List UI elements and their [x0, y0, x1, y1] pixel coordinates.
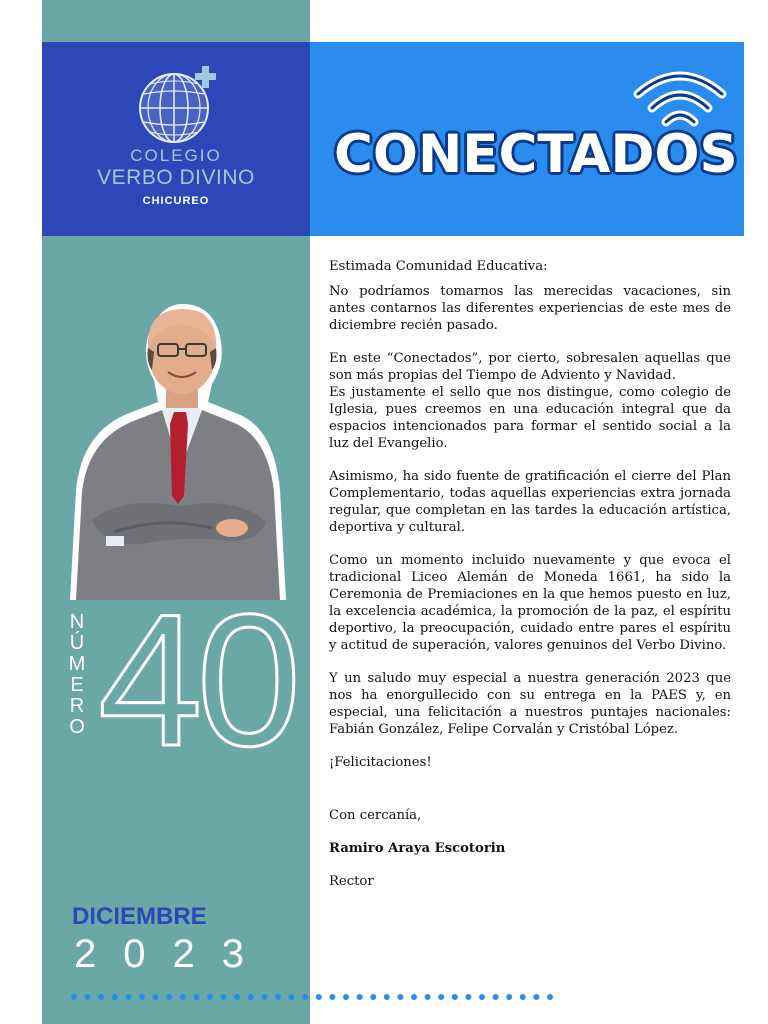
divider-dot: [125, 994, 131, 1000]
divider-dot: [234, 994, 240, 1000]
divider-dot: [71, 994, 77, 1000]
issue-month: DICIEMBRE: [72, 903, 207, 930]
letter-paragraph: Asimismo, ha sido fuente de gratificación el cierre del Plan Complementario, todas aquellas experiencias extra jornada regular, que completan en las tardes la educación artística, deportiva y cultural.: [329, 469, 731, 535]
letter-paragraph: No podríamos tomarnos las merecidas vacaciones, sin antes contarnos las diferentes experiencias de este mes de diciembre recién pasado.: [329, 284, 731, 333]
divider-dot: [493, 994, 499, 1000]
divider-dot: [139, 994, 145, 1000]
divider-dot: [329, 994, 335, 1000]
divider-dot: [357, 994, 363, 1000]
logo-text-colegio: COLEGIO: [130, 146, 222, 165]
logo-text-chicureo: CHICUREO: [142, 195, 210, 207]
divider-dot: [384, 994, 390, 1000]
signature-name: Ramiro Araya Escotorin: [329, 841, 506, 856]
letter-body: [329, 258, 731, 906]
issue-label-letter: Ú: [69, 632, 85, 654]
divider-dot: [547, 994, 553, 1000]
issue-label-vertical: [66, 612, 88, 738]
divider-dot: [193, 994, 199, 1000]
newsletter-header: [310, 42, 744, 236]
divider-dot: [289, 994, 295, 1000]
divider-dot: [425, 994, 431, 1000]
divider-dot: [180, 994, 186, 1000]
divider-dot: [397, 994, 403, 1000]
letter-paragraph: En este “Conectados”, por cierto, sobresalen aquellas que son más propias del Tiempo de Adviento y Navidad.: [329, 351, 731, 383]
divider-dot: [520, 994, 526, 1000]
divider-dot: [465, 994, 471, 1000]
divider-dot: [261, 994, 267, 1000]
divider-dot: [506, 994, 512, 1000]
issue-label-letter: N: [69, 611, 85, 633]
rector-portrait: [62, 300, 292, 600]
dotted-divider: [70, 993, 560, 1001]
divider-dot: [370, 994, 376, 1000]
divider-dot: [411, 994, 417, 1000]
issue-label-letter: R: [69, 695, 85, 717]
newsletter-title: CONECTADOS: [334, 124, 738, 185]
divider-dot: [166, 994, 172, 1000]
issue-label-letter: O: [69, 716, 85, 738]
divider-dot: [275, 994, 281, 1000]
divider-dot: [316, 994, 322, 1000]
issue-year: 2023: [74, 932, 271, 976]
wifi-icon: [630, 64, 730, 136]
letter-greeting: Estimada Comunidad Educativa:: [329, 259, 548, 274]
divider-dot: [112, 994, 118, 1000]
issue-label-letter: E: [70, 674, 84, 696]
school-logo: [42, 42, 310, 236]
divider-dot: [479, 994, 485, 1000]
issue-label-letter: M: [68, 653, 86, 675]
letter-paragraph: Es justamente el sello que nos distingue, como colegio de Iglesia, pues creemos en una educación integral que da espacios intencionados para formar el sentido social a la luz del Evangelio.: [329, 385, 731, 451]
divider-dot: [221, 994, 227, 1000]
divider-dot: [98, 994, 104, 1000]
divider-dot: [343, 994, 349, 1000]
divider-dot: [452, 994, 458, 1000]
divider-dot: [438, 994, 444, 1000]
letter-paragraph: ¡Felicitaciones!: [329, 755, 432, 770]
divider-dot: [153, 994, 159, 1000]
logo-text-verbo-divino: VERBO DIVINO: [97, 166, 255, 189]
letter-closing: Con cercanía,: [329, 808, 422, 823]
divider-dot: [85, 994, 91, 1000]
globe-cross-icon: [138, 64, 224, 150]
letter-paragraph: Y un saludo muy especial a nuestra generación 2023 que nos ha enorgullecido con su entrega en la PAES y, en especial, una felicitación a nuestros puntajes nacionales: Fabián González, Felipe Corvalán y Cristóbal López.: [329, 671, 731, 737]
letter-paragraph: Como un momento incluido nuevamente y que evoca el tradicional Liceo Alemán de Moneda 1661, ha sido la Ceremonia de Premiaciones en la que hemos puesto en luz, la excelencia académica, la promoción de la paz, el espíritu deportivo, la preocupación, cuidado entre pares el espíritu y actitud de superación, valores genuinos del Verbo Divino.: [329, 553, 731, 653]
divider-dot: [302, 994, 308, 1000]
issue-number: 40: [98, 575, 296, 785]
divider-dot: [533, 994, 539, 1000]
divider-dot: [248, 994, 254, 1000]
divider-dot: [207, 994, 213, 1000]
signature-role: Rector: [329, 874, 374, 889]
